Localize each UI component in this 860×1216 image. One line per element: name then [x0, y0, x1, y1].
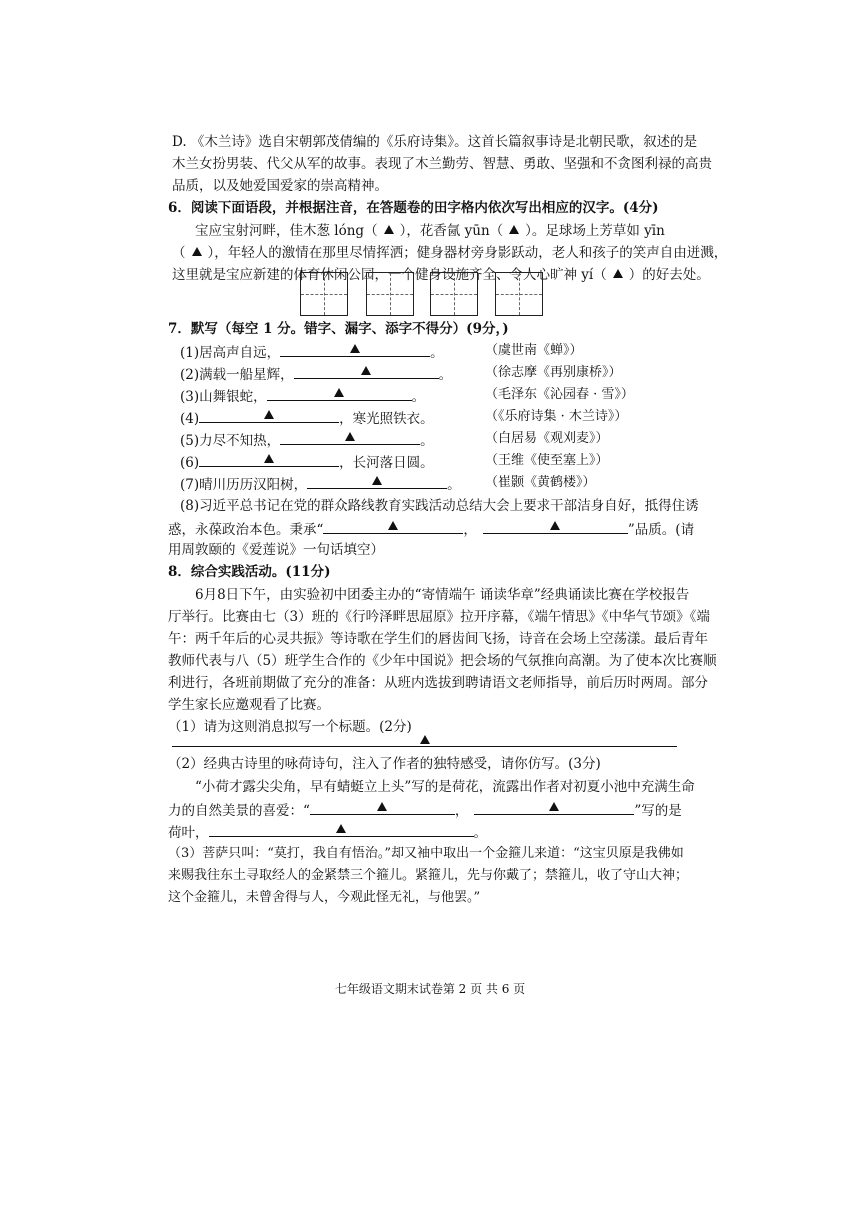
blank-marker-icon	[372, 476, 382, 485]
q8-sub3-line3: 这个金箍儿，未曾舍得与人，今观此怪无礼，与他罢。”	[168, 890, 481, 905]
answer-blank[interactable]	[310, 800, 455, 815]
page-footer: 七年级语文期末试卷第 2 页 共 6 页	[334, 982, 526, 996]
q8-sub3-line2: 来赐我往东土寻取经人的金紧禁三个箍儿。紧箍儿，先与你戴了；禁箍儿，收了守山大神；	[168, 868, 689, 883]
q8-para-line1: 6月8日下午，由实验初中团委主办的“寄情端午 诵读华章”经典诵读比赛在学校报告	[195, 587, 690, 603]
blank-marker-icon	[336, 824, 346, 833]
answer-blank[interactable]	[307, 474, 447, 489]
q6-line1-part-a: 宝应宝射河畔，佳木葱 lóng（	[195, 223, 378, 239]
q8-sub2-line3: 荷叶， 。	[168, 822, 487, 842]
q7-source-2: （徐志摩《再别康桥》）	[485, 365, 622, 380]
answer-grid-4[interactable]	[495, 272, 543, 316]
blank-marker-icon	[384, 225, 394, 234]
q6-line2	[172, 244, 727, 262]
q7-item-4: (4) ，寒光照铁衣。	[180, 408, 434, 428]
q6-line2-part-b: ），年轻人的激情在那里尽情挥洒；健身器材旁身影跃动，老人和孩子的笑声自由迸溅，	[207, 245, 728, 261]
blank-marker-icon	[334, 388, 344, 397]
q5-option-d-line1: D. 《木兰诗》选自宋朝郭茂倩编的《乐府诗集》。这首长篇叙事诗是北朝民歌，叙述的是	[172, 134, 698, 150]
q8-sub2-line1: “小荷才露尖尖角，早有蜻蜓立上头”写的是荷花，流露出作者对初夏小池中充满生命	[195, 779, 695, 795]
q7-source-3: （毛泽东《沁园春 · 雪》）	[485, 387, 634, 402]
q6-line3-part-b: ）的好去处。	[628, 267, 710, 283]
answer-blank[interactable]	[267, 386, 412, 401]
answer-blank[interactable]	[474, 800, 634, 815]
q6-line1-part-b: ），花香氤 yūn（	[399, 223, 504, 239]
q7-title: 7．默写（每空 1 分。错字、漏字、添字不得分）(9分，)	[168, 321, 509, 337]
q7-item-6: (6) ，长河落日圆。	[180, 452, 434, 472]
answer-blank[interactable]	[280, 430, 420, 445]
answer-blank[interactable]	[209, 822, 474, 837]
q8-para-line5: 利进行，各班前期做了充分的准备：从班内选拔到聘请语文老师指导，前后历时两周。部分	[168, 675, 708, 691]
q7-source-7: （崔颢《黄鹤楼》）	[485, 475, 596, 490]
q8-sub2-prompt: （2）经典古诗里的咏荷诗句，注入了作者的独特感受，请你仿写。(3分)	[168, 756, 601, 772]
blank-marker-icon	[549, 802, 559, 811]
blank-marker-icon	[388, 521, 398, 530]
q8-title: 8．综合实践活动。(11分)	[168, 564, 331, 580]
q7-source-4: （《乐府诗集 · 木兰诗》）	[485, 409, 628, 424]
q6-line1	[195, 222, 665, 240]
q6-line2-part-a: （	[172, 245, 186, 261]
answer-grid-1[interactable]	[300, 272, 348, 316]
answer-blank[interactable]	[199, 452, 339, 467]
q8-sub2-line2: 力的自然美景的喜爱：“ ， ”写的是	[168, 800, 682, 820]
q8-para-line2: 厅举行。比赛由七（3）班的《行吟泽畔思屈原》拉开序幕，《端午情思》《中华气节颂》《端	[168, 609, 710, 625]
q7-item-5: (5)力尽不知热， 。	[180, 430, 434, 450]
answer-grid-3[interactable]	[430, 272, 478, 316]
q7-item-7: (7)晴川历历汉阳树， 。	[180, 474, 461, 494]
answer-blank[interactable]	[483, 519, 628, 534]
q6-line1-part-c: ）。足球场上芳草如 yīn	[525, 223, 665, 239]
q7-source-1: （虞世南《蝉》）	[485, 343, 583, 358]
q7-item-8-line3: 用周敦颐的《爱莲说》一句话填空）	[168, 542, 384, 558]
answer-blank[interactable]	[323, 519, 463, 534]
q6-line3-part-a: 这里就是宝应新建的体育休闲公园，一个健身设施齐全、令人心旷神 yí（	[172, 267, 607, 283]
q8-para-line6: 学生家长应邀观看了比赛。	[168, 697, 330, 713]
answer-blank[interactable]	[199, 408, 339, 423]
q7-item-3: (3)山舞银蛇， 。	[180, 386, 425, 406]
q7-item-1: (1)居高声自远， 。	[180, 342, 444, 362]
q7-source-5: （白居易《观刈麦》）	[485, 431, 609, 446]
q7-item-2: (2)满载一船星辉， 。	[180, 364, 452, 384]
blank-marker-icon	[613, 269, 623, 278]
blank-marker-icon	[192, 247, 202, 256]
answer-blank[interactable]	[294, 364, 439, 379]
blank-marker-icon	[264, 454, 274, 463]
q6-title: 6．阅读下面语段，并根据注音，在答题卷的田字格内依次写出相应的汉字。(4分)	[168, 200, 659, 216]
blank-marker-icon	[377, 802, 387, 811]
q5-option-d-line2: 木兰女扮男装、代父从军的故事。表现了木兰勤劳、智慧、勇敢、坚强和不贪图利禄的高贵	[172, 156, 712, 172]
q8-para-line4: 教师代表与八（5）班学生合作的《少年中国说》把会场的气氛推向高潮。为了使本次比赛顺	[168, 653, 717, 669]
q8-para-line3: 午：两千年后的心灵共振》等诗歌在学生们的唇齿间飞扬，诗音在会场上空荡漾。最后青年	[168, 631, 708, 647]
blank-marker-icon	[550, 521, 560, 530]
blank-marker-icon	[420, 735, 430, 744]
blank-marker-icon	[509, 225, 519, 234]
q7-item-8-line2: 惑，永葆政治本色。秉承“ ， ”品质。(请	[168, 519, 694, 539]
q8-sub1-prompt: （1）请为这则消息拟写一个标题。(2分)	[168, 719, 412, 735]
q7-item-8-line1: (8)习近平总书记在党的群众路线教育实践活动总结大会上要求干部洁身自好，抵得住诱	[180, 498, 699, 514]
title-answer-line[interactable]	[172, 745, 677, 747]
answer-blank[interactable]	[280, 342, 430, 357]
q7-source-6: （王维《使至塞上》）	[485, 453, 609, 468]
blank-marker-icon	[264, 410, 274, 419]
blank-marker-icon	[361, 366, 371, 375]
blank-marker-icon	[350, 344, 360, 353]
answer-grid-2[interactable]	[366, 272, 414, 316]
q8-sub3-line1: （3）菩萨只叫：“莫打，我自有悟治。”却又袖中取出一个金箍儿来道：“这宝贝原是我佛如	[168, 846, 684, 861]
blank-marker-icon	[345, 432, 355, 441]
q5-option-d-line3: 品质，以及她爱国爱家的崇高精神。	[172, 178, 388, 194]
